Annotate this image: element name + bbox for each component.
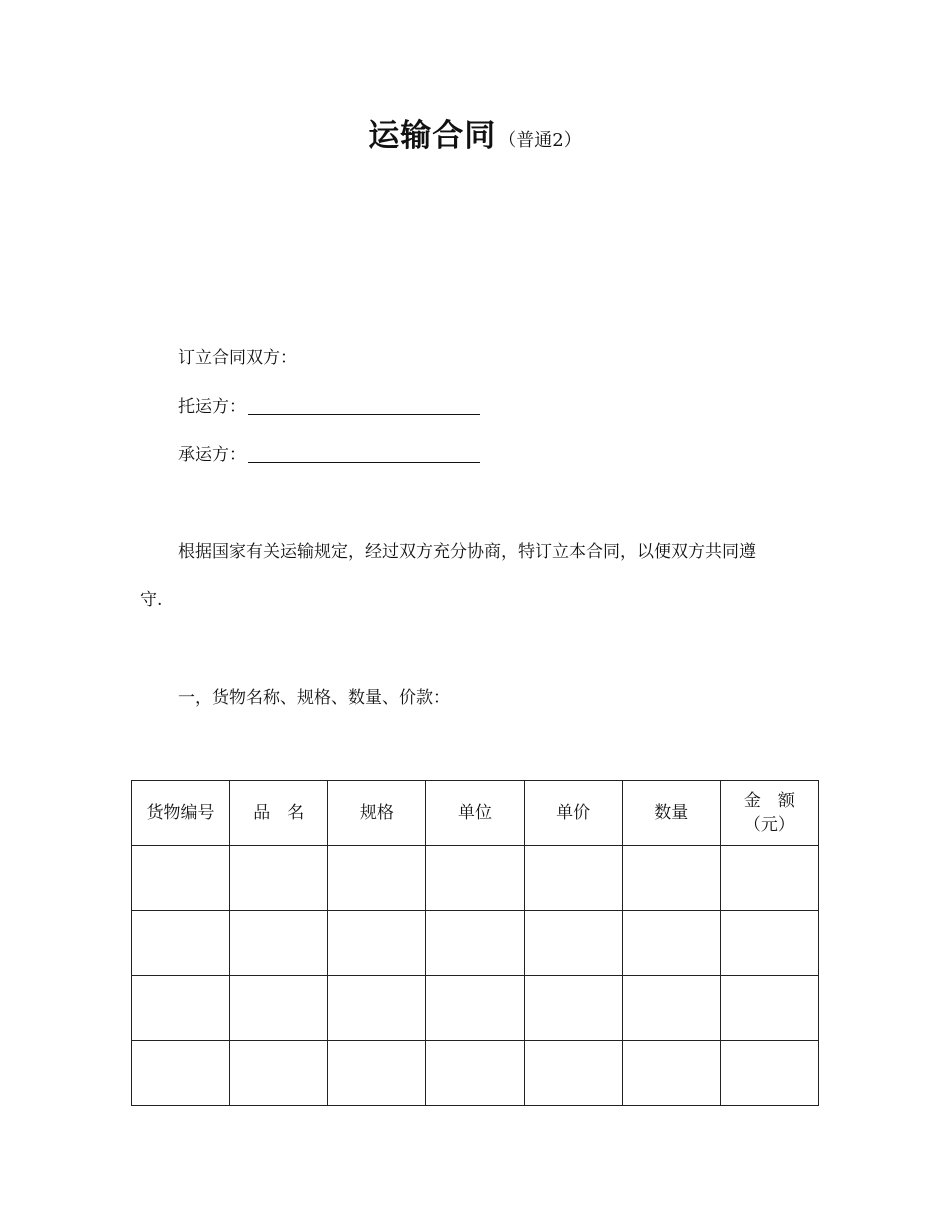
title-suffix: （普通2） (498, 130, 582, 151)
header-unit-price: 单价 (524, 781, 622, 846)
header-product-name: 品 名 (230, 781, 328, 846)
header-goods-number: 货物编号 (132, 781, 230, 846)
shipper-line (178, 395, 480, 419)
table-cell[interactable] (524, 976, 622, 1041)
table-cell[interactable] (426, 976, 524, 1041)
header-quantity: 数量 (622, 781, 720, 846)
table-cell[interactable] (426, 846, 524, 911)
preamble-paragraph (140, 540, 820, 612)
carrier-blank-field[interactable] (248, 444, 480, 463)
table-cell[interactable] (720, 846, 818, 911)
header-amount (720, 781, 818, 846)
header-unit: 单位 (426, 781, 524, 846)
table-cell[interactable] (328, 846, 426, 911)
table-row (132, 846, 819, 911)
table-cell[interactable] (132, 911, 230, 976)
header-amount-label: 金 额 (743, 791, 795, 811)
carrier-label: 承运方： (178, 445, 246, 465)
table-cell[interactable] (426, 911, 524, 976)
table-cell[interactable] (720, 976, 818, 1041)
preamble-line-2: 守. (140, 590, 163, 610)
goods-table (131, 780, 819, 1106)
preamble-line-1: 根据国家有关运输规定，经过双方充分协商，特订立本合同，以便双方共同遵 (178, 542, 756, 562)
table-row (132, 911, 819, 976)
table-cell[interactable] (328, 911, 426, 976)
table-cell[interactable] (524, 1041, 622, 1106)
table-cell[interactable] (622, 911, 720, 976)
table-cell[interactable] (720, 911, 818, 976)
table-cell[interactable] (328, 1041, 426, 1106)
table-row (132, 1041, 819, 1106)
section-1-heading: 一，货物名称、规格、数量、价款： (178, 688, 450, 708)
carrier-line (178, 443, 480, 467)
table-cell[interactable] (132, 1041, 230, 1106)
document-title (0, 114, 950, 163)
table-cell[interactable] (230, 976, 328, 1041)
shipper-blank-field[interactable] (248, 396, 480, 415)
table-cell[interactable] (230, 911, 328, 976)
table-cell[interactable] (524, 911, 622, 976)
table-cell[interactable] (524, 846, 622, 911)
table-cell[interactable] (230, 846, 328, 911)
parties-heading: 订立合同双方： (178, 348, 297, 368)
goods-table-header-row (132, 781, 819, 846)
table-cell[interactable] (720, 1041, 818, 1106)
table-cell[interactable] (230, 1041, 328, 1106)
header-amount-unit: （元） (743, 815, 795, 835)
table-cell[interactable] (132, 846, 230, 911)
table-cell[interactable] (132, 976, 230, 1041)
table-cell[interactable] (622, 976, 720, 1041)
table-cell[interactable] (328, 976, 426, 1041)
table-cell[interactable] (622, 1041, 720, 1106)
header-specification: 规格 (328, 781, 426, 846)
shipper-label: 托运方： (178, 397, 246, 417)
table-cell[interactable] (426, 1041, 524, 1106)
title-main: 运输合同 (368, 118, 497, 154)
table-cell[interactable] (622, 846, 720, 911)
table-row (132, 976, 819, 1041)
